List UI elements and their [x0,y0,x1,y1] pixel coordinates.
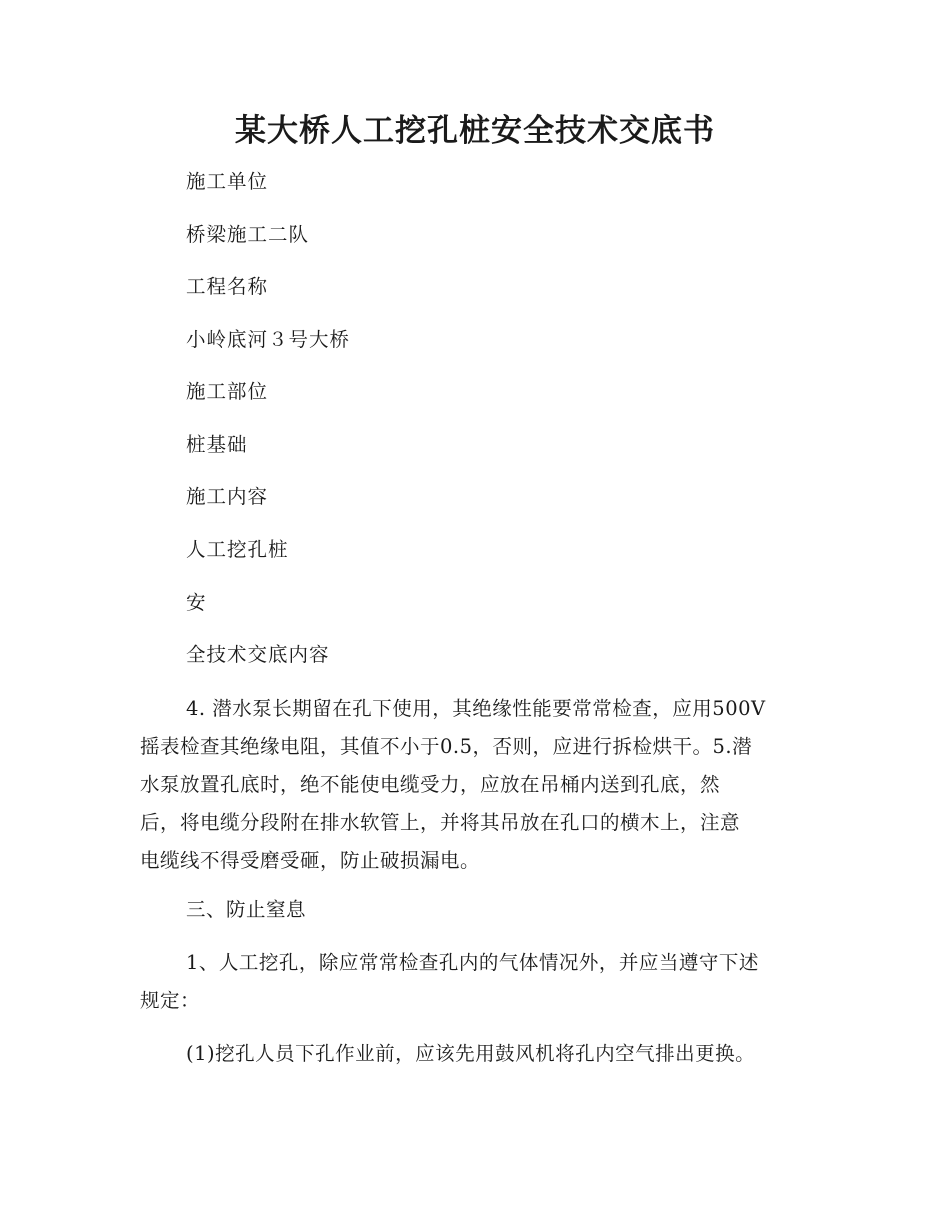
paragraph-inspection-rules [140,944,812,1020]
paragraph-line: (1)挖孔人员下孔作业前，应该先用鼓风机将孔内空气排出更换。 [186,1042,756,1065]
field-project-name-value: 小岭底河３号大桥 [186,328,351,351]
document-title: 某大桥人工挖孔桩安全技术交底书 [235,113,715,149]
paragraph-line: 规定： [140,989,201,1012]
field-project-name-label: 工程名称 [186,275,269,298]
field-construction-part-value: 桩基础 [186,433,248,456]
section-heading-text: 三、防止窒息 [186,898,307,921]
paragraph-line: 电缆线不得受磨受砸，防止破损漏电。 [140,849,481,872]
field-safety-label-part-2: 全技术交底内容 [186,643,330,666]
paragraph-line: 摇表检查其绝缘电阻，其值不小于0.5，否则，应进行拆检烘干。5.潜 [140,735,753,758]
paragraph-line: 后，将电缆分段附在排水软管上，并将其吊放在孔口的横木上，注意 [140,811,741,834]
field-construction-unit-value: 桥梁施工二队 [186,223,310,246]
field-construction-part-label: 施工部位 [186,380,269,403]
paragraph-line: 4. 潜水泵长期留在孔下使用，其绝缘性能要常常检查，应用500V [186,697,766,720]
paragraph-line: 水泵放置孔底时，绝不能使电缆受力，应放在吊桶内送到孔底，然 [140,773,721,796]
section-heading [140,891,812,929]
field-construction-content-label: 施工内容 [186,485,269,508]
field-safety-label-part-1: 安 [186,591,207,614]
paragraph-pump-safety [140,690,812,880]
paragraph-line: 1、人工挖孔，除应常常检查孔内的气体情况外，并应当遵守下述 [186,951,759,974]
paragraph-ventilation-rule [140,1035,812,1073]
field-construction-content-value: 人工挖孔桩 [186,538,289,561]
field-construction-unit-label: 施工单位 [186,170,269,193]
